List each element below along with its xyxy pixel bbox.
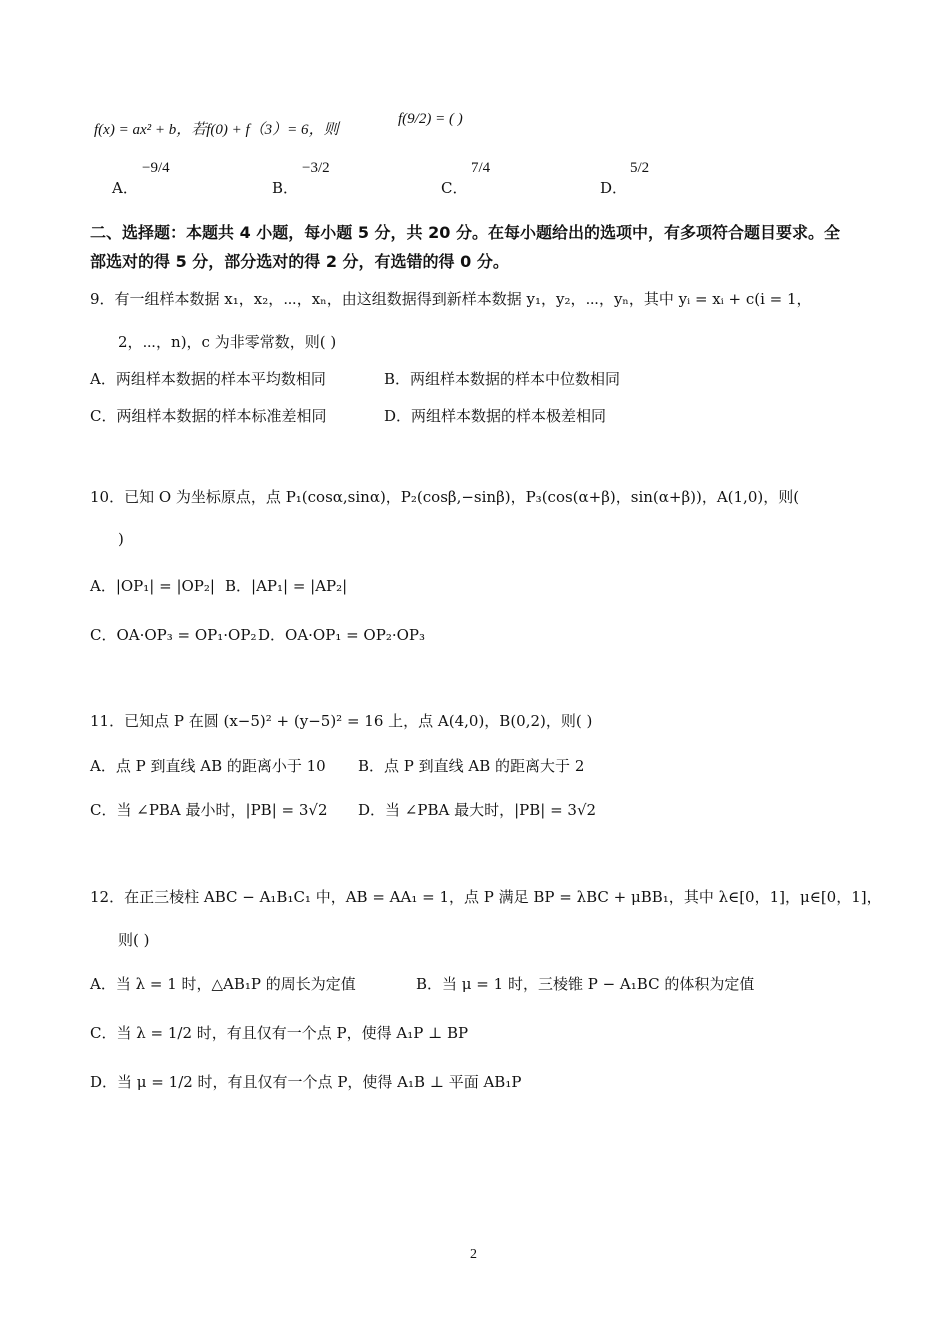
q10-option-c: C．OA·OP₃ = OP₁·OP₂ [90,626,257,644]
q8-ask: f(9/2) = ( ) [398,111,463,127]
q8-stem [94,118,339,139]
q12-option-a: A．当 λ = 1 时，△AB₁P 的周长为定值 [90,975,356,993]
page-number: 2 [470,1247,477,1262]
q10-option-d: D．OA·OP₁ = OP₂·OP₃ [258,626,426,644]
q9-option-c: C．两组样本数据的样本标准差相同 [90,407,327,425]
q8-option-c-value: 7/4 [471,160,491,176]
q8-condition: f(0) + f（3）= 6 [206,122,309,138]
q9-stem-line-1: 9．有一组样本数据 x₁，x₂，⋯，xₙ，由这组数据得到新样本数据 y₁，y₂，⋯，yₙ，其中 yᵢ = xᵢ + c(i = 1， [90,290,812,308]
q9-option-b: B．两组样本数据的样本中位数相同 [384,370,621,388]
q8-then: ，则 [308,120,339,138]
q8-function: f(x) = ax² + b [94,122,177,138]
q12-option-b: B．当 μ = 1 时，三棱锥 P − A₁BC 的体积为定值 [416,975,755,993]
q8-option-c-label: C． [441,179,468,197]
q8-cond-prefix: ，若 [176,120,207,138]
q8-option-a-label: A． [112,179,138,197]
q11-option-c: C．当 ∠PBA 最小时，|PB| = 3√2 [90,801,328,819]
section-2-heading-line-1: 二、选择题：本题共 4 小题，每小题 5 分，共 20 分。在每小题给出的选项中，有多项符合题目要求。全 [90,223,840,242]
q11-option-d: D．当 ∠PBA 最大时，|PB| = 3√2 [358,801,597,819]
q8-option-d-value: 5/2 [630,160,650,176]
q10-stem-line-2: ) [118,530,124,548]
q12-option-c: C．当 λ = 1/2 时，有且仅有一个点 P，使得 A₁P ⊥ BP [90,1024,469,1042]
q11-option-a: A．点 P 到直线 AB 的距离小于 10 [90,757,326,775]
q10-option-b: B．|AP₁| = |AP₂| [225,577,348,595]
q9-option-d: D．两组样本数据的样本极差相同 [384,407,607,425]
q10-option-a: A．|OP₁| = |OP₂| [90,577,215,595]
q11-option-b: B．点 P 到直线 AB 的距离大于 2 [358,757,585,775]
section-2-heading-line-2: 部选对的得 5 分，部分选对的得 2 分，有选错的得 0 分。 [90,252,509,271]
q12-stem-line-1: 12．在正三棱柱 ABC − A₁B₁C₁ 中，AB = AA₁ = 1，点 P 满足 BP = λBC + μBB₁，其中 λ∈[0，1]，μ∈[0，1]， [90,888,882,906]
q8-option-b-value: −3/2 [302,160,330,176]
q12-option-d: D．当 μ = 1/2 时，有且仅有一个点 P，使得 A₁B ⊥ 平面 AB₁P [90,1073,522,1091]
q10-stem-line-1: 10．已知 O 为坐标原点，点 P₁(cosα,sinα)，P₂(cosβ,−sinβ)，P₃(cos(α+β)，sin(α+β))，A(1,0)，则( [90,488,800,506]
q9-stem-line-2: 2，⋯，n)，c 为非零常数，则( ) [118,333,337,351]
q8-option-d-label: D． [600,179,628,197]
q8-option-b-label: B． [272,179,299,197]
q12-stem-line-2: 则( ) [118,931,150,949]
q9-option-a: A．两组样本数据的样本平均数相同 [90,370,326,388]
q8-option-a-value: −9/4 [142,160,170,176]
q11-stem: 11．已知点 P 在圆 (x−5)² + (y−5)² = 16 上，点 A(4,0)，B(0,2)，则( ) [90,712,593,730]
